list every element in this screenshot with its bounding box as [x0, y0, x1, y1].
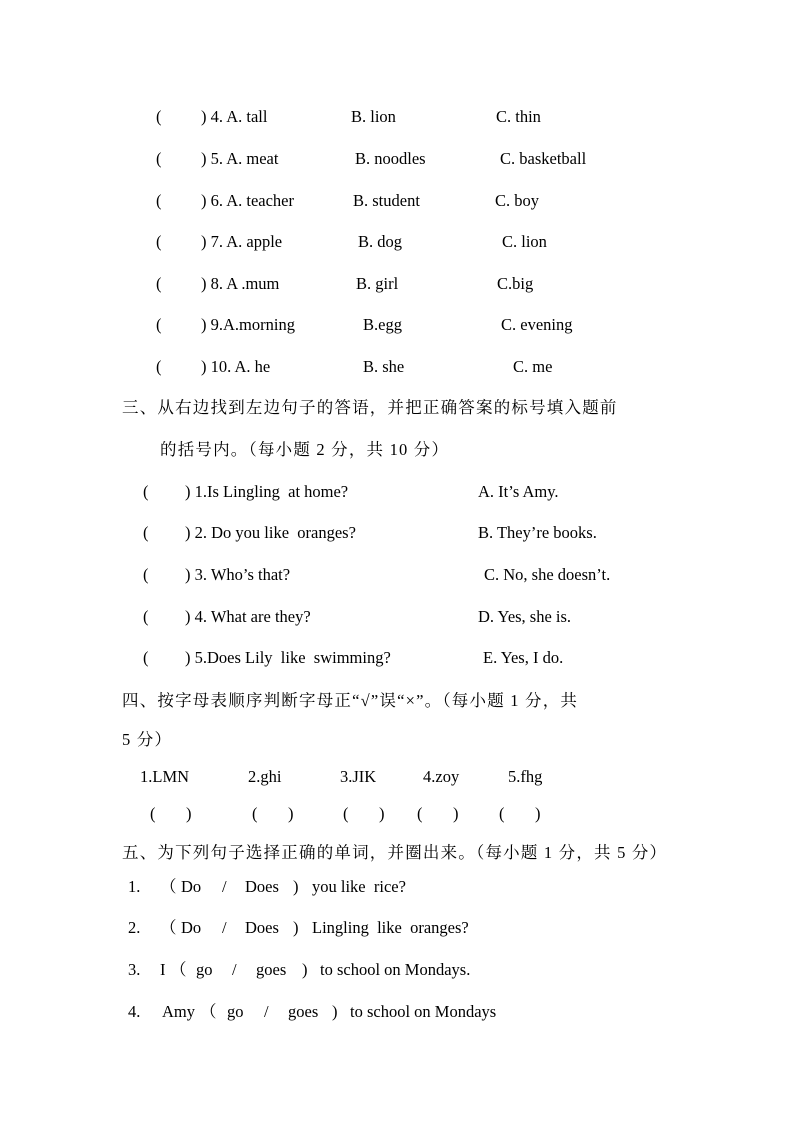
answer-blank[interactable]: (	[156, 191, 162, 210]
letter-group: 3.JIK	[340, 767, 377, 786]
answer-blank[interactable]: (	[156, 149, 162, 168]
answer-blank-close: )	[186, 804, 192, 823]
question-text: ) 4. What are they?	[185, 607, 311, 626]
choice-open-paren: （	[160, 918, 177, 937]
choice-option-1[interactable]: go	[227, 1002, 244, 1021]
sentence-rest: to school on Mondays.	[320, 960, 471, 979]
answer-blank[interactable]: (	[156, 357, 162, 376]
answer-blank-open[interactable]: (	[252, 804, 258, 823]
sentence-rest: to school on Mondays	[350, 1002, 497, 1021]
question-text: ) 3. Who’s that?	[185, 565, 291, 584]
letter-group: 5.fhg	[508, 767, 543, 786]
choice-option-2[interactable]: Does	[245, 918, 279, 937]
answer-blank[interactable]: (	[143, 648, 149, 667]
option-c: C.big	[497, 274, 534, 293]
section-heading-4-cont: 5 分）	[122, 730, 173, 749]
answer-blank-close: )	[379, 804, 385, 823]
choice-open-paren: （	[160, 877, 177, 896]
option-c: C. basketball	[500, 149, 587, 168]
answer-blank-close: )	[288, 804, 294, 823]
section-heading-3: 三、从右边找到左边句子的答语，并把正确答案的标号填入题前	[122, 398, 618, 417]
answer-option: B. They’re books.	[478, 523, 597, 542]
answer-blank-open[interactable]: (	[499, 804, 505, 823]
choice-option-1[interactable]: go	[196, 960, 213, 979]
option-c: C. lion	[502, 232, 547, 251]
option-b: B. student	[353, 191, 420, 210]
item-number: 2.	[128, 918, 141, 937]
choice-close-paren: )	[302, 960, 308, 979]
choice-close-paren: )	[293, 877, 299, 896]
answer-option: D. Yes, she is.	[478, 607, 572, 626]
choice-slash: /	[232, 960, 237, 979]
option-c: C. evening	[501, 315, 573, 334]
option-c: C. me	[513, 357, 553, 376]
choice-option-2[interactable]: Does	[245, 877, 279, 896]
sentence-rest: you like rice?	[312, 877, 406, 896]
question-text: ) 1.Is Lingling at home?	[185, 482, 349, 501]
sentence-start: Amy	[162, 1002, 195, 1021]
answer-blank-open[interactable]: (	[417, 804, 423, 823]
answer-blank-close: )	[453, 804, 459, 823]
choice-option-2[interactable]: goes	[288, 1002, 319, 1021]
answer-blank[interactable]: (	[156, 315, 162, 334]
choice-slash: /	[264, 1002, 269, 1021]
option-c: C. boy	[495, 191, 540, 210]
option-a: ) 10. A. he	[201, 357, 271, 376]
answer-blank[interactable]: (	[156, 107, 162, 126]
answer-blank[interactable]: (	[143, 607, 149, 626]
option-a: ) 5. A. meat	[201, 149, 279, 168]
section-heading-5: 五、为下列句子选择正确的单词，并圈出来。（每小题 1 分，共 5 分）	[122, 843, 668, 862]
answer-blank[interactable]: (	[156, 274, 162, 293]
choice-open-paren: （	[200, 1002, 217, 1021]
section-heading-4: 四、按字母表顺序判断字母正“√”误“×”。（每小题 1 分，共	[122, 691, 579, 710]
question-text: ) 2. Do you like oranges?	[185, 523, 356, 542]
choice-slash: /	[222, 877, 227, 896]
letter-group: 1.LMN	[140, 767, 190, 786]
item-number: 1.	[128, 877, 141, 896]
option-b: B. girl	[356, 274, 399, 293]
option-a: ) 8. A .mum	[201, 274, 280, 293]
option-b: B. lion	[351, 107, 396, 126]
choice-close-paren: )	[332, 1002, 338, 1021]
answer-option: E. Yes, I do.	[483, 648, 564, 667]
letter-group: 2.ghi	[248, 767, 282, 786]
option-b: B. noodles	[355, 149, 426, 168]
option-b: B. dog	[358, 232, 403, 251]
choice-slash: /	[222, 918, 227, 937]
answer-blank-open[interactable]: (	[150, 804, 156, 823]
item-number: 3.	[128, 960, 141, 979]
option-a: ) 6. A. teacher	[201, 191, 294, 210]
option-a: ) 7. A. apple	[201, 232, 283, 251]
choice-option-1[interactable]: Do	[181, 918, 202, 937]
answer-blank[interactable]: (	[143, 482, 149, 501]
answer-blank[interactable]: (	[143, 565, 149, 584]
sentence-rest: Lingling like oranges?	[312, 918, 469, 937]
letter-group: 4.zoy	[423, 767, 460, 786]
option-b: B. she	[363, 357, 405, 376]
answer-option: A. It’s Amy.	[478, 482, 559, 501]
answer-option: C. No, she doesn’t.	[484, 565, 611, 584]
option-b: B.egg	[363, 315, 402, 334]
choice-option-2[interactable]: goes	[256, 960, 287, 979]
answer-blank[interactable]: (	[156, 232, 162, 251]
section-heading-3-cont: 的括号内。（每小题 2 分，共 10 分）	[160, 440, 450, 459]
answer-blank-close: )	[535, 804, 541, 823]
option-c: C. thin	[496, 107, 541, 126]
choice-option-1[interactable]: Do	[181, 877, 202, 896]
answer-blank-open[interactable]: (	[343, 804, 349, 823]
option-a: ) 4. A. tall	[201, 107, 268, 126]
choice-close-paren: )	[293, 918, 299, 937]
answer-blank[interactable]: (	[143, 523, 149, 542]
question-text: ) 5.Does Lily like swimming?	[185, 648, 391, 667]
choice-open-paren: （	[170, 960, 187, 979]
item-number: 4.	[128, 1002, 141, 1021]
option-a: ) 9.A.morning	[201, 315, 295, 334]
sentence-start: I	[160, 960, 166, 979]
